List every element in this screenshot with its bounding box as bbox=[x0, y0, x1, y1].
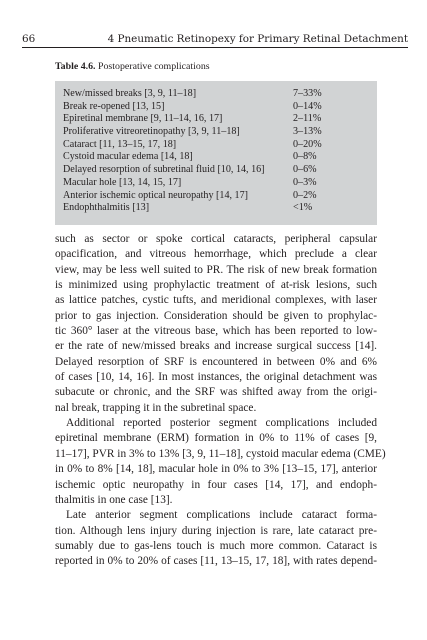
body-line: thalmitis in one case [13]. bbox=[55, 493, 173, 506]
body-line: reported in 0% to 20% of cases [11, 13–15, 17, 18], with rates depend- bbox=[55, 555, 377, 568]
body-line: opacification, and vitreous hemorrhage, which preclude a clear bbox=[55, 248, 377, 261]
page-number: 66 bbox=[22, 33, 36, 45]
rate-cell: 0–14% bbox=[293, 100, 322, 112]
body-line: ischemic optic neuropathy in four cases [14, 17], and endoph- bbox=[55, 478, 377, 491]
complication-cell: Cataract [11, 13–15, 17, 18] bbox=[63, 138, 177, 150]
body-line: epiretinal membrane (ERM) formation in 0% to 11% of cases [9, bbox=[55, 432, 377, 445]
complication-cell: Proliferative vitreoretinopathy [3, 9, 11–18] bbox=[63, 126, 240, 138]
body-line: prior to gas injection. Consideration should be given to prophylac- bbox=[55, 309, 377, 322]
rate-cell: 7–33% bbox=[293, 88, 322, 99]
table-row bbox=[63, 126, 369, 139]
body-line: such as sector or spoke cortical cataracts, peripheral capsular bbox=[55, 233, 377, 245]
rate-cell: 0–6% bbox=[293, 164, 317, 176]
body-line: as lattice patches, cystic tufts, and meridional complexes, with laser bbox=[55, 294, 377, 307]
table-row bbox=[63, 202, 369, 215]
header-rule bbox=[22, 47, 408, 48]
body-line: is minimized using prophylactic treatment of at-risk lesions, such bbox=[55, 279, 377, 292]
rate-cell: 0–8% bbox=[293, 151, 317, 163]
rate-cell: 0–20% bbox=[293, 138, 322, 150]
complications-table bbox=[55, 81, 377, 225]
body-line: er the rate of new/missed breaks and increase surgical success [14]. bbox=[55, 340, 377, 353]
body-line: nal break, trapping it in the subretinal space. bbox=[55, 401, 257, 414]
table-row bbox=[63, 139, 369, 152]
rate-cell: 0–3% bbox=[293, 176, 317, 188]
rate-cell: <1% bbox=[293, 202, 313, 214]
body-line: sumably due to gas-lens touch is much more common. Cataract is bbox=[55, 539, 377, 552]
table-row bbox=[63, 151, 369, 164]
body-line: view, may be less well suited to PR. The risk of new break formation bbox=[55, 263, 377, 276]
table-row bbox=[63, 164, 369, 177]
body-line: Additional reported posterior segment complications included bbox=[66, 417, 377, 430]
body-line: in 0% to 8% [14, 18], macular hole in 0% to 3% [13–15, 17], anterior bbox=[55, 463, 377, 476]
body-line: Late anterior segment complications include cataract forma- bbox=[66, 509, 377, 522]
body-line: tion. Although lens injury during injection is rare, late cataract pre- bbox=[55, 524, 377, 537]
table-caption-label: Table 4.6. bbox=[55, 61, 96, 72]
body-text bbox=[55, 232, 386, 570]
body-line: of cases [10, 14, 16]. In most instances, the original detachment was bbox=[55, 371, 377, 384]
running-head: 4 Pneumatic Retinopexy for Primary Retinal Detachment bbox=[107, 33, 408, 45]
complication-cell: New/missed breaks [3, 9, 11–18] bbox=[63, 88, 197, 99]
table-caption bbox=[55, 61, 210, 72]
body-line: Delayed resorption of SRF is encountered in between 0% and 6% bbox=[55, 355, 377, 368]
table-row bbox=[63, 101, 369, 114]
body-line: tic 360° laser at the vitreous base, which has been reported to low- bbox=[55, 325, 377, 338]
complication-cell: Anterior ischemic optical neuropathy [14, 17] bbox=[63, 189, 248, 201]
complication-cell: Macular hole [13, 14, 15, 17] bbox=[63, 176, 182, 188]
table-row bbox=[63, 88, 369, 101]
complication-cell: Epiretinal membrane [9, 11–14, 16, 17] bbox=[63, 113, 223, 125]
table-row bbox=[63, 190, 369, 203]
table-row bbox=[63, 113, 369, 126]
rate-cell: 0–2% bbox=[293, 189, 317, 201]
body-line: subacute or chronic, and the SRF was shifted away from the origi- bbox=[55, 386, 377, 399]
complication-cell: Cystoid macular edema [14, 18] bbox=[63, 151, 193, 163]
rate-cell: 3–13% bbox=[293, 126, 322, 138]
body-line: 11–17], PVR in 3% to 13% [3, 9, 11–18], cystoid macular edema (CME) bbox=[55, 447, 386, 460]
complication-cell: Delayed resorption of subretinal fluid [10, 14, 16] bbox=[63, 164, 265, 176]
table-row bbox=[63, 177, 369, 190]
table-caption-text: Postoperative complications bbox=[98, 61, 210, 72]
complication-cell: Endophthalmitis [13] bbox=[63, 202, 150, 214]
rate-cell: 2–11% bbox=[293, 113, 322, 125]
complication-cell: Break re-opened [13, 15] bbox=[63, 100, 165, 112]
